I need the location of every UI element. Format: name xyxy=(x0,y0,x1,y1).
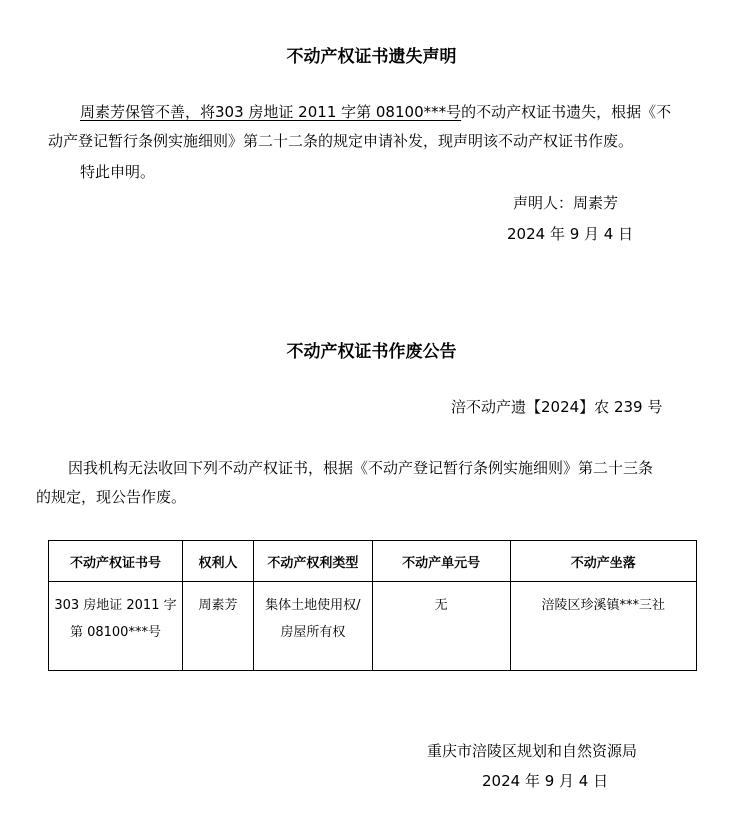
cell-right-type-line1: 集体土地使用权/ xyxy=(265,598,361,613)
cell-location: 涪陵区珍溪镇***三社 xyxy=(510,582,696,671)
declarant: 声明人：周素芳 xyxy=(513,194,619,212)
notice-doc-number: 涪不动产遗【2024】农 239 号 xyxy=(451,398,663,416)
special-note: 特此申明。 xyxy=(80,163,156,181)
void-notice-date: 2024 年 9 月 4 日 xyxy=(482,772,609,790)
table-header-row xyxy=(49,541,697,582)
loss-statement-line1-rest: 的不动产权证书遗失，根据《不 xyxy=(461,103,672,121)
certificate-number-text: 303 房地证 2011 字第 08100***号 xyxy=(215,103,462,121)
header-unit-no: 不动产单元号 xyxy=(372,541,510,582)
issuer: 重庆市涪陵区规划和自然资源局 xyxy=(427,742,638,760)
cell-cert-no-line2: 第 08100***号 xyxy=(69,625,161,640)
cell-right-type xyxy=(254,582,372,671)
cell-cert-no xyxy=(49,582,183,671)
void-notice-line2: 的规定，现公告作废。 xyxy=(36,488,187,506)
cell-owner: 周素芳 xyxy=(182,582,253,671)
header-location: 不动产坐落 xyxy=(510,541,696,582)
cell-right-type-line2: 房屋所有权 xyxy=(280,625,346,640)
table-row xyxy=(49,582,697,671)
cell-unit-no: 无 xyxy=(372,582,510,671)
certificate-table xyxy=(48,540,697,671)
loss-statement-title: 不动产权证书遗失声明 xyxy=(286,47,457,67)
loss-statement-line2: 动产登记暂行条例实施细则》第二十二条的规定申请补发，现声明该不动产权证书作废。 xyxy=(48,132,634,150)
void-notice-title: 不动产权证书作废公告 xyxy=(286,342,457,362)
header-right-type: 不动产权利类型 xyxy=(254,541,372,582)
cell-cert-no-line1: 303 房地证 2011 字 xyxy=(54,598,177,613)
applicant-name-text: 周素芳保管不善，将 xyxy=(80,103,216,121)
void-notice-line1: 因我机构无法收回下列不动产权证书，根据《不动产登记暂行条例实施细则》第二十三条 xyxy=(68,459,654,477)
header-cert-no: 不动产权证书号 xyxy=(49,541,183,582)
loss-statement-line1 xyxy=(80,98,671,127)
loss-statement-date: 2024 年 9 月 4 日 xyxy=(507,225,634,243)
header-owner: 权利人 xyxy=(182,541,253,582)
